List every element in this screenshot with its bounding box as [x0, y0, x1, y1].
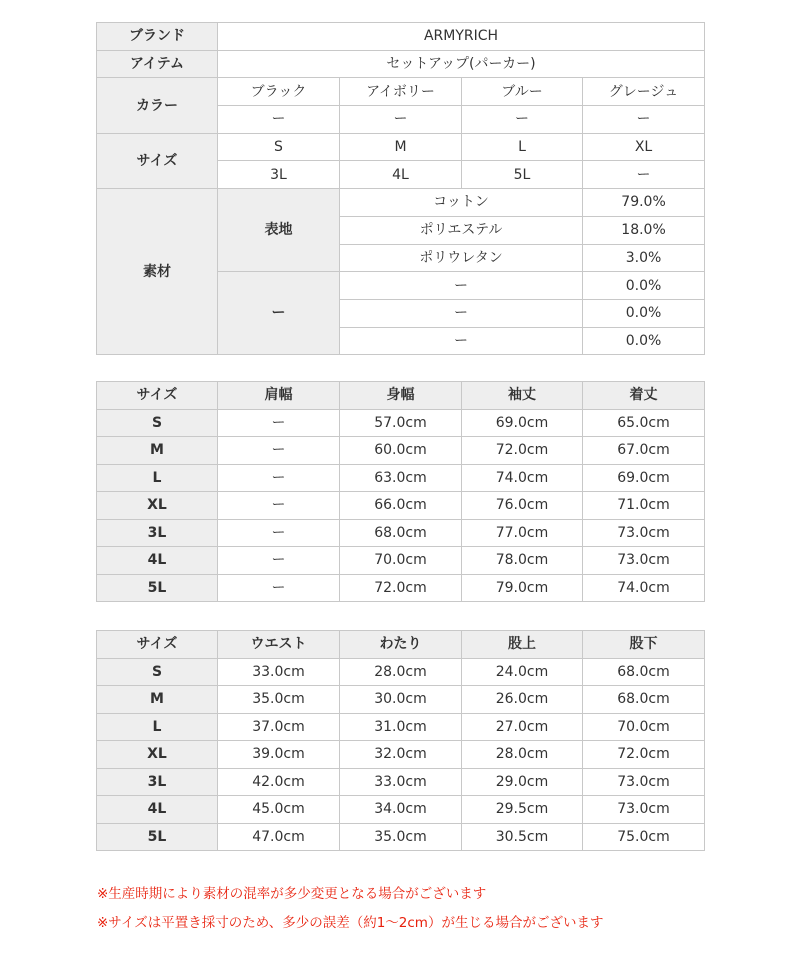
color-cell: ー — [340, 106, 462, 134]
column-header: わたり — [340, 631, 462, 659]
size-cell: 3L — [218, 161, 340, 189]
size-cell: L — [97, 464, 218, 492]
color-cell: ー — [218, 106, 340, 134]
size-cell: 3L — [97, 519, 218, 547]
material-percent: 18.0% — [583, 216, 705, 244]
table-row — [97, 492, 705, 520]
table-cell: 37.0cm — [218, 713, 340, 741]
table-cell: 34.0cm — [340, 796, 462, 824]
material-percent: 0.0% — [583, 272, 705, 300]
material-percent: 3.0% — [583, 244, 705, 272]
table-cell: 77.0cm — [462, 519, 583, 547]
table-cell: 39.0cm — [218, 741, 340, 769]
size-cell: 5L — [97, 574, 218, 602]
top-size-table — [96, 381, 705, 602]
table-cell: 67.0cm — [583, 437, 705, 465]
column-header: 袖丈 — [462, 382, 583, 410]
table-cell: 28.0cm — [340, 658, 462, 686]
table-cell: 69.0cm — [462, 409, 583, 437]
table-cell: 66.0cm — [340, 492, 462, 520]
color-cell: グレージュ — [583, 78, 705, 106]
size-cell: 4L — [97, 796, 218, 824]
table-cell: 68.0cm — [340, 519, 462, 547]
table-cell: 24.0cm — [462, 658, 583, 686]
size-cell: 4L — [340, 161, 462, 189]
table-row — [97, 686, 705, 714]
table-cell: 79.0cm — [462, 574, 583, 602]
table-cell: 33.0cm — [340, 768, 462, 796]
material-name: ー — [340, 272, 583, 300]
column-header: ウエスト — [218, 631, 340, 659]
table-header-row — [97, 631, 705, 659]
table-row — [97, 519, 705, 547]
bottom-size-table — [96, 630, 705, 851]
table-cell: 28.0cm — [462, 741, 583, 769]
size-cell: 3L — [97, 768, 218, 796]
table-cell: 30.0cm — [340, 686, 462, 714]
size-cell: XL — [97, 741, 218, 769]
table-cell: 47.0cm — [218, 823, 340, 851]
table-cell: 35.0cm — [340, 823, 462, 851]
table-row — [97, 547, 705, 575]
material-percent: 0.0% — [583, 327, 705, 355]
size-cell: XL — [583, 133, 705, 161]
material-label: 素材 — [97, 189, 218, 355]
table-cell: ー — [218, 547, 340, 575]
table-row — [97, 574, 705, 602]
table-cell: 35.0cm — [218, 686, 340, 714]
table-cell: 42.0cm — [218, 768, 340, 796]
table-cell: ー — [218, 574, 340, 602]
size-cell: 5L — [462, 161, 583, 189]
size-cell: L — [462, 133, 583, 161]
table-cell: 76.0cm — [462, 492, 583, 520]
outer-fabric-label: 表地 — [218, 189, 340, 272]
table-cell: 65.0cm — [583, 409, 705, 437]
table-cell: 74.0cm — [583, 574, 705, 602]
table-cell: 68.0cm — [583, 686, 705, 714]
table-cell: 57.0cm — [340, 409, 462, 437]
item-row — [97, 50, 705, 78]
color-cell: ブラック — [218, 78, 340, 106]
material-percent: 79.0% — [583, 189, 705, 217]
table-row — [97, 713, 705, 741]
product-spec-table — [96, 22, 705, 355]
column-header: 着丈 — [583, 382, 705, 410]
column-header: サイズ — [97, 382, 218, 410]
column-header: 股下 — [583, 631, 705, 659]
table-cell: 74.0cm — [462, 464, 583, 492]
color-cell: アイボリー — [340, 78, 462, 106]
table-row — [97, 768, 705, 796]
brand-label: ブランド — [97, 23, 218, 51]
table-cell: 78.0cm — [462, 547, 583, 575]
column-header: サイズ — [97, 631, 218, 659]
size-cell: S — [97, 409, 218, 437]
table-cell: 33.0cm — [218, 658, 340, 686]
color-cell: ー — [462, 106, 583, 134]
table-row — [97, 437, 705, 465]
material-name: ー — [340, 299, 583, 327]
table-cell: 72.0cm — [462, 437, 583, 465]
table-cell: 73.0cm — [583, 547, 705, 575]
table-cell: 68.0cm — [583, 658, 705, 686]
column-header: 身幅 — [340, 382, 462, 410]
material-name: ポリエステル — [340, 216, 583, 244]
table-cell: ー — [218, 519, 340, 547]
table-cell: 63.0cm — [340, 464, 462, 492]
table-row — [97, 823, 705, 851]
table-row — [97, 409, 705, 437]
size-cell: M — [97, 686, 218, 714]
size-label: サイズ — [97, 133, 218, 188]
table-cell: ー — [218, 492, 340, 520]
column-header: 股上 — [462, 631, 583, 659]
table-cell: 71.0cm — [583, 492, 705, 520]
measurement-note: ※サイズは平置き採寸のため、多少の誤差（約1～2cm）が生じる場合がございます — [97, 915, 604, 931]
item-label: アイテム — [97, 50, 218, 78]
table-cell: 73.0cm — [583, 519, 705, 547]
table-cell: 60.0cm — [340, 437, 462, 465]
table-row — [97, 658, 705, 686]
material-name: ー — [340, 327, 583, 355]
size-cell: S — [218, 133, 340, 161]
column-header: 肩幅 — [218, 382, 340, 410]
table-cell: 72.0cm — [583, 741, 705, 769]
size-cell: ー — [583, 161, 705, 189]
color-cell: ー — [583, 106, 705, 134]
table-cell: 70.0cm — [583, 713, 705, 741]
table-cell: 73.0cm — [583, 796, 705, 824]
table-cell: 26.0cm — [462, 686, 583, 714]
size-row — [97, 133, 705, 161]
color-label: カラー — [97, 78, 218, 133]
table-cell: 31.0cm — [340, 713, 462, 741]
table-cell: ー — [218, 437, 340, 465]
size-cell: XL — [97, 492, 218, 520]
table-cell: ー — [218, 409, 340, 437]
size-cell: M — [97, 437, 218, 465]
item-value: セットアップ(パーカー) — [218, 50, 705, 78]
table-row — [97, 464, 705, 492]
size-cell: L — [97, 713, 218, 741]
color-cell: ブルー — [462, 78, 583, 106]
table-cell: ー — [218, 464, 340, 492]
table-cell: 30.5cm — [462, 823, 583, 851]
material-blend-note: ※生産時期により素材の混率が多少変更となる場合がございます — [97, 886, 487, 902]
size-cell: S — [97, 658, 218, 686]
table-cell: 29.0cm — [462, 768, 583, 796]
table-cell: 69.0cm — [583, 464, 705, 492]
material-row — [97, 189, 705, 217]
material-name: コットン — [340, 189, 583, 217]
table-cell: 27.0cm — [462, 713, 583, 741]
color-row — [97, 78, 705, 106]
size-cell: 5L — [97, 823, 218, 851]
table-cell: 45.0cm — [218, 796, 340, 824]
material-name: ポリウレタン — [340, 244, 583, 272]
table-cell: 29.5cm — [462, 796, 583, 824]
table-cell: 73.0cm — [583, 768, 705, 796]
other-fabric-label: ー — [218, 272, 340, 355]
table-cell: 70.0cm — [340, 547, 462, 575]
material-percent: 0.0% — [583, 299, 705, 327]
size-cell: 4L — [97, 547, 218, 575]
table-header-row — [97, 382, 705, 410]
table-row — [97, 796, 705, 824]
brand-row — [97, 23, 705, 51]
table-cell: 72.0cm — [340, 574, 462, 602]
brand-value: ARMYRICH — [218, 23, 705, 51]
table-cell: 75.0cm — [583, 823, 705, 851]
size-cell: M — [340, 133, 462, 161]
table-cell: 32.0cm — [340, 741, 462, 769]
table-row — [97, 741, 705, 769]
